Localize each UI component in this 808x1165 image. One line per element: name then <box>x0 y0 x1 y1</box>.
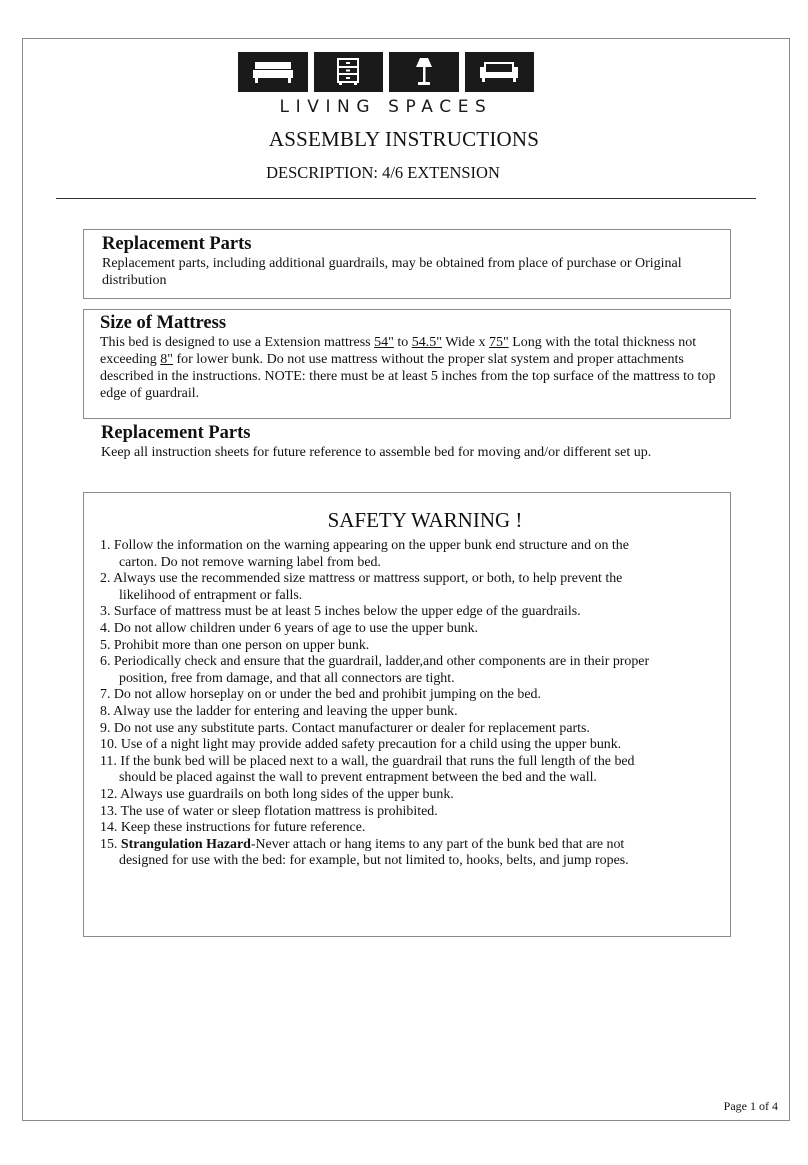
product-description: DESCRIPTION: 4/6 EXTENSION <box>266 163 500 182</box>
safety-item-continuation: designed for use with the bed: for example, but not limited to, hooks, belts, and jump ropes. <box>119 853 629 869</box>
safety-item <box>100 737 720 754</box>
section-heading: Replacement Parts <box>102 234 252 254</box>
safety-warning-title: SAFETY WARNING ! <box>327 508 523 532</box>
mattress-length: 75" <box>488 335 509 350</box>
safety-item-continuation: likelihood of entrapment or falls. <box>119 587 303 603</box>
safety-item-text: 3. Surface of mattress must be at least 5 inches below the upper edge of the guardrails. <box>100 604 581 620</box>
section-text: Replacement parts, including additional guardrails, may be obtained from place of purchase or Original distribution <box>102 256 682 288</box>
safety-warning-box <box>83 492 731 937</box>
safety-item-continuation: carton. Do not remove warning label from bed. <box>119 554 381 570</box>
safety-item <box>100 654 720 687</box>
mattress-text <box>100 334 718 402</box>
safety-item <box>100 820 720 837</box>
safety-item-continuation: should be placed against the wall to prevent entrapment between the bed and the wall. <box>119 770 597 786</box>
section-heading: Replacement Parts <box>101 423 251 443</box>
safety-item-text: 9. Do not use any substitute parts. Contact manufacturer or dealer for replacement parts. <box>100 720 590 736</box>
section-text: Keep all instruction sheets for future reference to assemble bed for moving and/or different set up. <box>101 445 652 460</box>
safety-item <box>100 638 720 655</box>
bed-icon <box>238 52 308 92</box>
text-run: Long with the total thickness not exceeding <box>100 335 697 367</box>
text-run: for lower bunk. Do not use mattress without the proper slat system and proper attachments described in the instructions. NOTE: there must be at least 5 inches from the top surface of the mattress to top edge of guardrail. <box>100 352 716 401</box>
mattress-width-max: 54.5" <box>411 335 442 350</box>
header-divider <box>56 198 756 199</box>
safety-item <box>100 754 720 787</box>
safety-item <box>100 704 720 721</box>
section-heading: Size of Mattress <box>100 313 227 333</box>
safety-item-text: 10. Use of a night light may provide added safety precaution for a child using the upper bunk. <box>100 737 622 753</box>
lamp-icon <box>389 52 459 92</box>
safety-item-text: 11. If the bunk bed will be placed next to a wall, the guardrail that runs the full length of the bed <box>100 753 635 769</box>
page-number: Page 1 of 4 <box>723 1099 778 1113</box>
safety-item-text: 1. Follow the information on the warning appearing on the upper bunk end structure and on the <box>100 538 629 553</box>
safety-item-text: 6. Periodically check and ensure that the guardrail, ladder,and other components are in their proper <box>100 654 650 670</box>
safety-item <box>100 837 720 870</box>
safety-item <box>100 571 720 604</box>
safety-item <box>100 604 720 621</box>
safety-item <box>100 787 720 804</box>
safety-item-text: -Never attach or hang items to any part of the bunk bed that are not <box>250 836 625 852</box>
safety-item-text: 5. Prohibit more than one person on upper bunk. <box>100 637 370 653</box>
safety-item-text: 4. Do not allow children under 6 years of age to use the upper bunk. <box>100 620 479 636</box>
sofa-icon <box>465 52 535 92</box>
safety-item-text: 13. The use of water or sleep flotation mattress is prohibited. <box>100 803 438 819</box>
text-run: This bed is designed to use a Extension mattress <box>100 335 375 350</box>
page-title: ASSEMBLY INSTRUCTIONS <box>268 127 540 151</box>
mattress-width-min: 54" <box>374 335 394 350</box>
logo-tiles <box>238 52 534 92</box>
instruction-sheets-section <box>101 422 741 461</box>
brand-wordmark: LIVING SPACES <box>279 97 493 117</box>
safety-item <box>100 721 720 738</box>
safety-item-text: 8. Alway use the ladder for entering and leaving the upper bunk. <box>100 703 458 719</box>
text-run: to <box>393 335 412 350</box>
mattress-thickness: 8" <box>160 352 173 367</box>
safety-item-text: 12. Always use guardrails on both long sides of the upper bunk. <box>100 786 454 802</box>
safety-item <box>100 687 720 704</box>
replacement-parts-section <box>83 229 731 299</box>
safety-item-text: 2. Always use the recommended size mattress or mattress support, or both, to help prevent the <box>100 571 623 587</box>
strangulation-hazard-label: Strangulation Hazard <box>120 836 251 852</box>
safety-item-number: 15. <box>100 836 121 852</box>
text-run: Wide x <box>441 335 489 350</box>
safety-item-continuation: position, free from damage, and that all connectors are tight. <box>119 670 455 686</box>
dresser-icon <box>314 52 384 92</box>
safety-item-text: 7. Do not allow horseplay on or under the bed and prohibit jumping on the bed. <box>100 687 541 703</box>
safety-item <box>100 621 720 638</box>
safety-item <box>100 538 720 571</box>
safety-warning-list <box>100 538 720 870</box>
brand-logo <box>238 52 534 118</box>
safety-item-text: 14. Keep these instructions for future reference. <box>100 820 366 836</box>
safety-item <box>100 804 720 821</box>
mattress-size-section <box>83 309 731 419</box>
